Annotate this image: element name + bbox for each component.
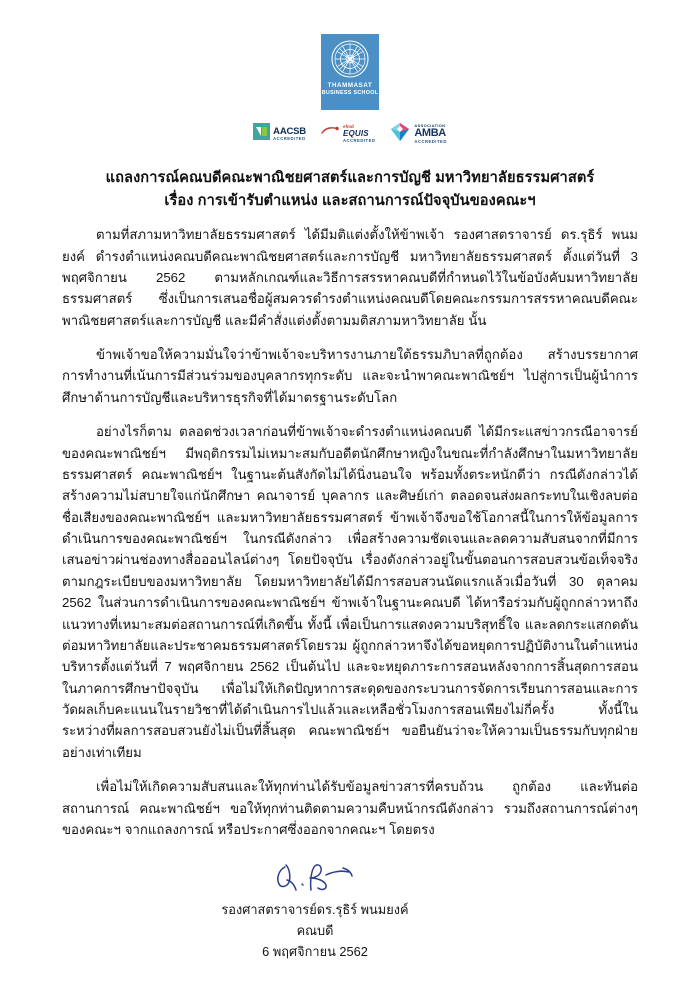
- signer-name: รองศาสตราจารย์ดร.รุธิร์ พนมยงค์: [221, 902, 409, 918]
- logo-name-line2: BUSINESS SCHOOL: [321, 90, 379, 97]
- document-title: [0, 167, 700, 212]
- equis-label: EQUIS: [342, 128, 369, 138]
- amba-label: AMBA: [414, 126, 446, 139]
- handwritten-signature: [0, 858, 630, 900]
- aacsb-mark-icon: [253, 123, 270, 145]
- thammasat-business-school-logo: [321, 34, 379, 110]
- accreditation-logos-row: [253, 121, 447, 147]
- efmd-label: efmd: [342, 124, 354, 130]
- body-paragraph-4: เพื่อไม่ให้เกิดความสับสนและให้ทุกท่านได้รับข้อมูลข่าวสารที่ครบถ้วน ถูกต้อง และทันต่อสถานการณ์ คณะพาณิชย์ฯ ขอให้ทุกท่านติดตามความคืบหน้ากรณีดังกล่าว รวมถึงสถานการณ์ต่างๆ ของคณะฯ จากแถลงการณ์ หรือประกาศซึ่งออกจากคณะฯ โดยตรง: [62, 779, 638, 837]
- efmd-mark-icon: [320, 124, 340, 145]
- logo-name-line1: THAMMASAT: [327, 82, 373, 89]
- body-paragraph-2: ข้าพเจ้าขอให้ความมั่นใจว่าข้าพเจ้าจะบริหารงานภายใต้ธรรมภิบาลที่ถูกต้อง สร้างบรรยากาศการทำงานที่เน้นการมีส่วนร่วมของบุคลากรทุกระดับ และจะนำพาคณะพาณิชย์ฯ ไปสู่การเป็นผู้นำการศึกษาด้านการบัญชีและบริหารธุรกิจที่ได้มาตรฐานระดับโลก: [62, 347, 638, 405]
- thammasat-seal-icon: [330, 39, 370, 79]
- body-paragraph-3: อย่างไรก็ตาม ตลอดช่วงเวลาก่อนที่ข้าพเจ้าจะดำรงตำแหน่งคณบดี ได้มีกระแสข่าวกรณีอาจารย์ของคณะพาณิชย์ฯ มีพฤติกรรมไม่เหมาะสมกับอดีตนักศึกษาหญิงในขณะที่กำลังศึกษาในมหาวิทยาลัยธรรมศาสตร์ คณะพาณิชย์ฯ ในฐานะต้นสังกัดไม่ได้นิ่งนอนใจ พร้อมทั้งตระหนักดีว่า กรณีดังกล่าวได้สร้างความไม่สบายใจแก่นักศึกษา คณาจารย์ บุคลากร และศิษย์เก่า ตลอดจนส่งผลกระทบในเชิงลบต่อชื่อเสียงของคณะพาณิชย์ฯ และมหาวิทยาลัยธรรมศาสตร์ ข้าพเจ้าจึงขอใช้โอกาสนี้ในการให้ข้อมูลการดำเนินการของคณะพาณิชย์ฯ ในกรณีดังกล่าว เพื่อสร้างความชัดเจนและลดความสับสนจากที่มีการเสนอข่าวผ่านช่องทางสื่อออนไลน์ต่างๆ โดยปัจจุบัน เรื่องดังกล่าวอยู่ในขั้นตอนการสอบสวนข้อเท็จจริงตามกฎระเบียบของมหาวิทยาลัย โดยมหาวิทยาลัยได้มีการสอบสวนนัดแรกแล้วเมื่อวันที่ 30 ตุลาคม 2562 ในส่วนการดำเนินการของคณะพาณิชย์ฯ ข้าพเจ้าในฐานะคณบดี ได้หารือร่วมกับผู้ถูกกล่าวหาถึงแนวทางที่เหมาะสมต่อสถานการณ์ที่เกิดขึ้น ทั้งนี้ เพื่อเป็นการแสดงความบริสุทธิ์ใจ และลดกระแสกดดันต่อมหาวิทยาลัยและประชาคมธรรมศาสตร์โดยรวม ผู้ถูกกล่าวหาจึงได้ขอหยุดการปฏิบัติงานในตำแหน่งบริหารตั้งแต่วันที่ 7 พฤศจิกายน 2562 เป็นต้นไป และจะหยุดภาระการสอนหลังจากการสิ้นสุดการสอนในภาคการศึกษาปัจจุบัน เพื่อไม่ให้เกิดปัญหาการสะดุดของกระบวนการจัดการเรียนการสอนและการวัดผลเก็บคะแนนในรายวิชาที่ได้ดำเนินการไปแล้วและเหลือชั่วโมงการสอนเพียงไม่กี่ครั้ง ทั้งนี้ในระหว่างที่ผลการสอบสวนยังไม่เป็นที่สิ้นสุด คณะพาณิชย์ฯ ขอยืนยันว่าจะให้ความเป็นธรรมกับทุกฝ่ายอย่างเท่าเทียม: [62, 424, 638, 760]
- title-line-1: แถลงการณ์คณบดีคณะพาณิชยศาสตร์และการบัญชี มหาวิทยาลัยธรรมศาสตร์: [105, 170, 595, 186]
- title-line-2: เรื่อง การเข้ารับตำแหน่ง และสถานการณ์ปัจจุบันของคณะฯ: [164, 192, 536, 209]
- equis-accreditation-logo: [320, 124, 375, 145]
- aacsb-sublabel: ACCREDITED: [273, 136, 306, 142]
- amba-association-label: ASSOCIATION: [414, 122, 446, 128]
- amba-mark-icon: [389, 122, 411, 147]
- amba-sublabel: ACCREDITED: [414, 138, 447, 144]
- signer-position: คณบดี: [296, 923, 334, 939]
- header-logo-block: [0, 0, 700, 147]
- equis-sublabel: ACCREDITED: [342, 137, 376, 143]
- aacsb-accreditation-logo: [253, 123, 306, 145]
- signature-block: [0, 858, 700, 962]
- aacsb-label: AACSB: [273, 125, 306, 137]
- document-body: [0, 224, 700, 840]
- signature-date: 6 พฤศจิกายน 2562: [262, 943, 368, 959]
- body-paragraph-1: ตามที่สภามหาวิทยาลัยธรรมศาสตร์ ได้มีมติแต่งตั้งให้ข้าพเจ้า รองศาสตราจารย์ ดร.รุธิร์ พนมยงค์ ดำรงตำแหน่งคณบดีคณะพาณิชยศาสตร์และการบัญชี มหาวิทยาลัยธรรมศาสตร์ ตั้งแต่วันที่ 3 พฤศจิกายน 2562 ตามหลักเกณฑ์และวิธีการสรรหาคณบดีที่กำหนดไว้ในข้อบังคับมหาวิทยาลัยธรรมศาสตร์ ซึ่งเป็นการเสนอชื่อผู้สมควรดำรงตำแหน่งคณบดีโดยคณะกรรมการสรรหาคณบดีคณะพาณิชยศาสตร์และการบัญชี และมีคำสั่งแต่งตั้งตามมติสภามหาวิทยาลัย นั้น: [62, 227, 638, 328]
- amba-accreditation-logo: [389, 122, 446, 147]
